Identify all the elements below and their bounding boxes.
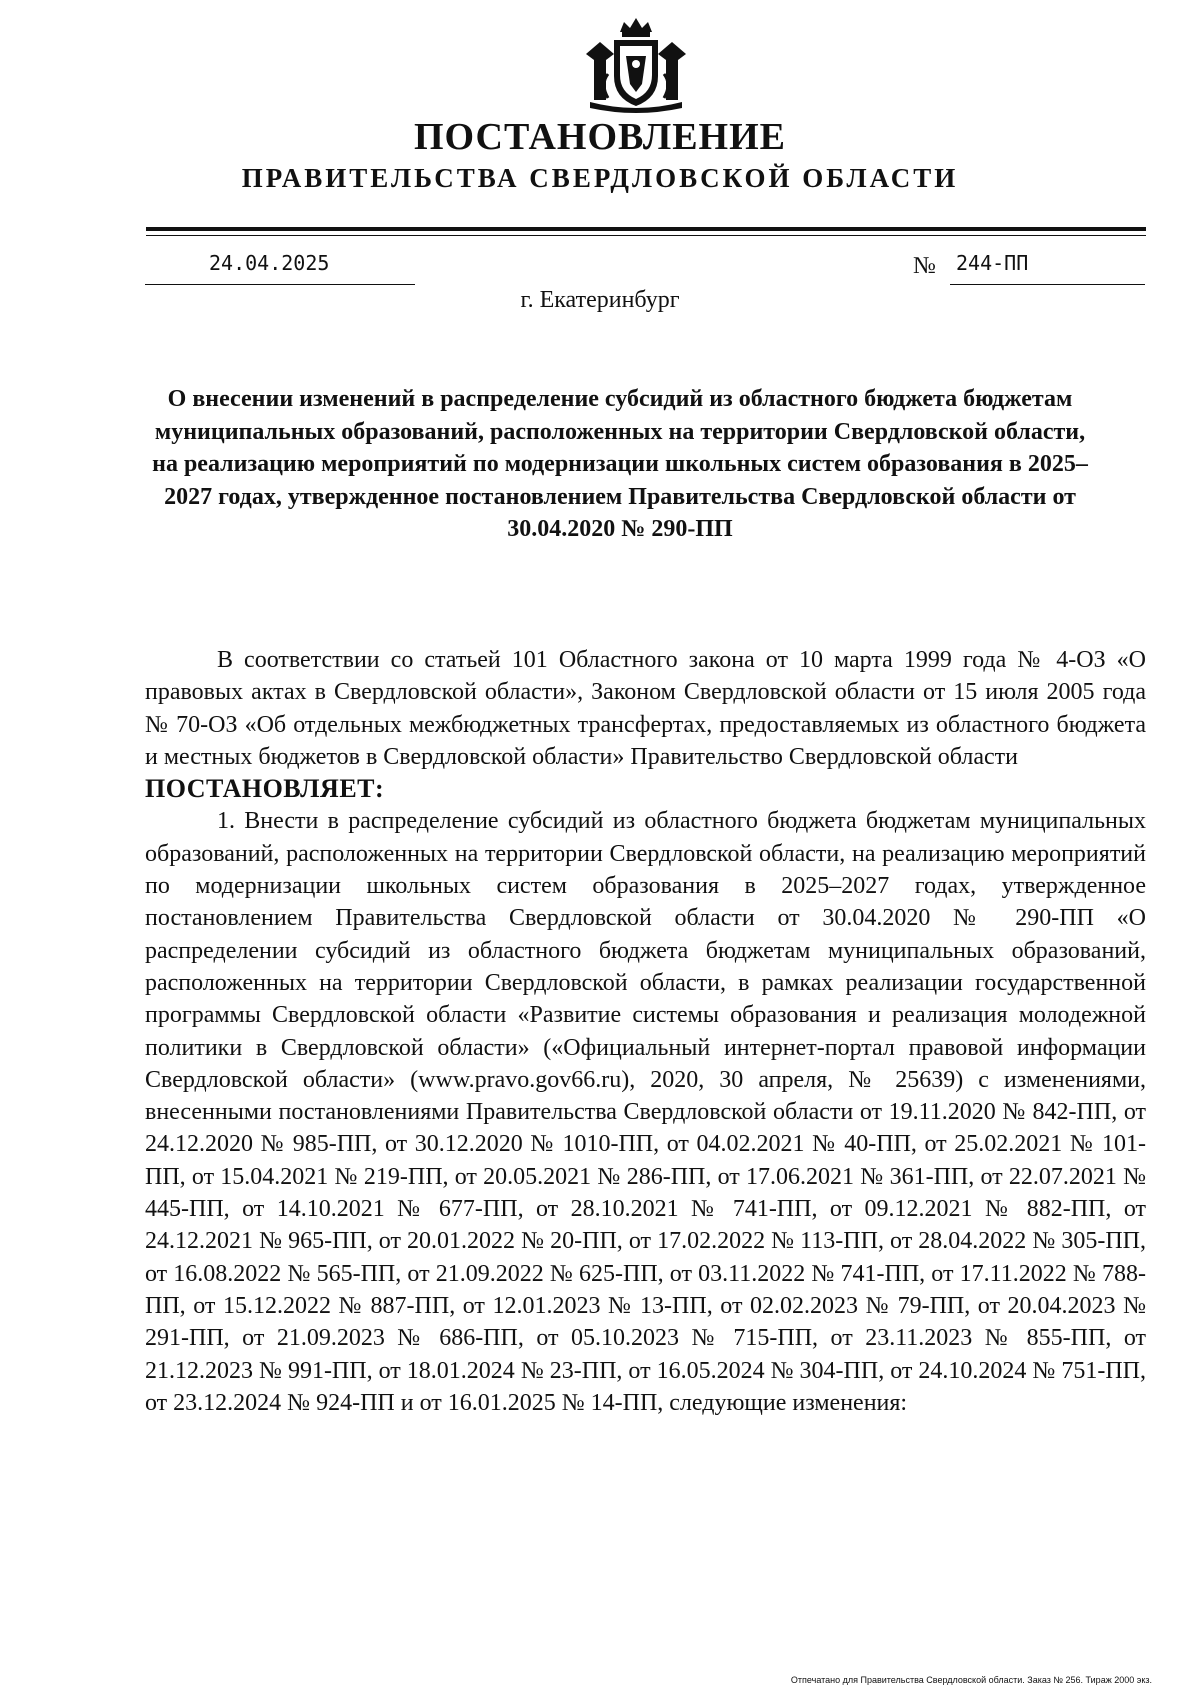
header-rule-thin: [146, 235, 1146, 236]
document-title: ПОСТАНОВЛЕНИЕ: [413, 116, 787, 158]
document-date: 24.04.2025: [209, 251, 330, 275]
issuer-title: ПРАВИТЕЛЬСТВА СВЕРДЛОВСКОЙ ОБЛАСТИ: [241, 163, 959, 193]
document-body: [145, 644, 1146, 1419]
document-number-field: [950, 251, 1145, 285]
header-rule-thick: [146, 227, 1146, 231]
item-1-paragraph: 1. Внести в распределение субсидий из областного бюджета бюджетам муниципальных образований, расположенных на территории Свердловской области, на реализацию мероприятий по модернизации школьных систем образования в 2025–2027 годах, утвержденное постановлением Правительства Свердловской области от 30.04.2020 № 290-ПП «О распределении субсидий из областного бюджета бюджетам муниципальных образований, расположенных на территории Свердловской области, в рамках реализации государственной программы Свердловской области «Развитие системы образования и реализация молодежной политики в Свердловской области» («Официальный интернет-портал правовой информации Свердловской области» (www.pravo.gov66.ru), 2020, 30 апреля, № 25639) с изменениями, внесенными постановлениями Правительства Свердловской области от 19.11.2020 № 842-ПП, от 24.12.2020 № 985-ПП, от 30.12.2020 № 1010-ПП, от 04.02.2021 № 40-ПП, от 25.02.2021 № 101-ПП, от 15.04.2021 № 219-ПП, от 20.05.2021 № 286-ПП, от 17.06.2021 № 361-ПП, от 22.07.2021 № 445-ПП, от 14.10.2021 № 677-ПП, от 28.10.2021 № 741-ПП, от 09.12.2021 № 882-ПП, от 24.12.2021 № 965-ПП, от 20.01.2022 № 20-ПП, от 17.02.2022 № 113-ПП, от 28.04.2022 № 305-ПП, от 16.08.2022 № 565-ПП, от 21.09.2022 № 625-ПП, от 03.11.2022 № 741-ПП, от 17.11.2022 № 788-ПП, от 15.12.2022 № 887-ПП, от 12.01.2023 № 13-ПП, от 02.02.2023 № 79-ПП, от 20.04.2023 № 291-ПП, от 21.09.2023 № 686-ПП, от 05.10.2023 № 715-ПП, от 23.11.2023 № 855-ПП, от 21.12.2023 № 991-ПП, от 18.01.2024 № 23-ПП, от 16.05.2024 № 304-ПП, от 24.10.2024 № 751-ПП, от 23.12.2024 № 924-ПП и от 16.01.2025 № 14-ПП, следующие изменения:: [145, 808, 1146, 1416]
document-heading: О внесении изменений в распределение субсидий из областного бюджета бюджетам муниципальных образований, расположенных на территории Свердловской области, на реализацию мероприятий по модернизации школьных систем образования в 2025–2027 годах, утвержденное постановлением Правительства Свердловской области от 30.04.2020 № 290-ПП: [152, 386, 1088, 543]
city-label: г. Екатеринбург: [520, 287, 680, 313]
number-sign: №: [913, 253, 936, 279]
document-date-field: [145, 251, 415, 285]
decree-word: ПОСТАНОВЛЯЕТ:: [145, 774, 385, 804]
coat-of-arms-icon: [580, 14, 692, 114]
document-number: 244-ПП: [956, 251, 1029, 275]
print-imprint: Отпечатано для Правительства Свердловской области. Заказ № 256. Тираж 2000 экз.: [790, 1675, 1152, 1685]
preamble-paragraph: В соответствии со статьей 101 Областного закона от 10 марта 1999 года № 4-ОЗ «О правовых актах в Свердловской области», Законом Свердловской области от 15 июля 2005 года № 70-ОЗ «Об отдельных межбюджетных трансфертах, предоставляемых из областного бюджета и местных бюджетов в Свердловской области» Правительство Свердловской области: [145, 647, 1146, 770]
